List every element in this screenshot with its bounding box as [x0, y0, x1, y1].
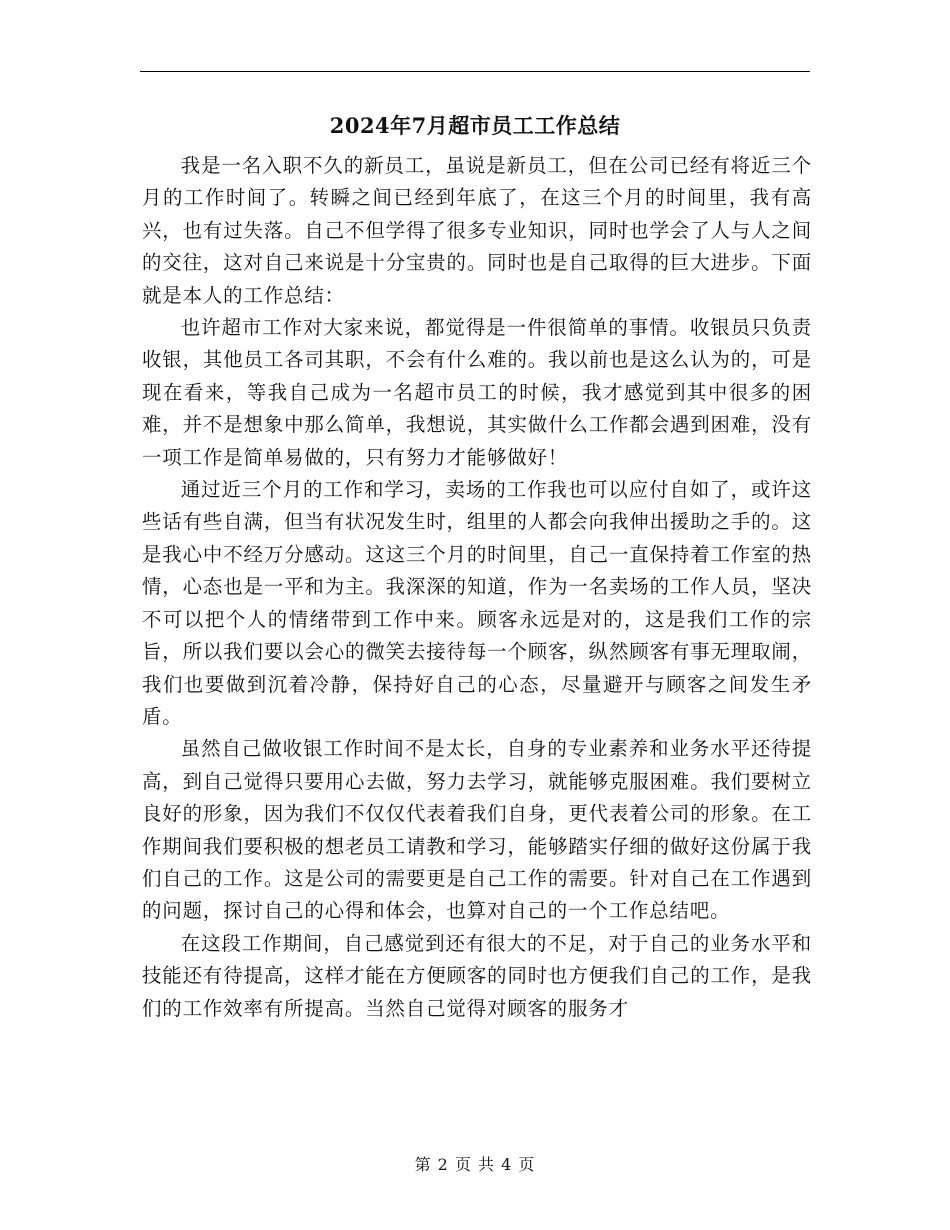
- paragraph-1: 我是一名入职不久的新员工，虽说是新员工，但在公司已经有将近三个月的工作时间了。转瞬之间已经到年底了，在这三个月的时间里，我有高兴，也有过失落。自己不但学得了很多专业知识，同时也学会了人与人之间的交往，这对自己来说是十分宝贵的。同时也是自己取得的巨大进步。下面就是本人的工作总结：: [142, 154, 812, 307]
- header-rule: [140, 71, 810, 72]
- paragraph-5: 在这段工作期间，自己感觉到还有很大的不足，对于自己的业务水平和技能还有待提高，这样才能在方便顾客的同时也方便我们自己的工作，是我们的工作效率有所提高。当然自己觉得对顾客的服务才: [142, 931, 812, 1020]
- document-title: 2024年7月超市员工工作总结: [329, 113, 621, 138]
- paragraph-2: 也许超市工作对大家来说，都觉得是一件很简单的事情。收银员只负责收银，其他员工各司其职，不会有什么难的。我以前也是这么认为的，可是现在看来，等我自己成为一名超市员工的时候，我才感觉到其中很多的困难，并不是想象中那么简单，我想说，其实做什么工作都会遇到困难，没有一项工作是简单易做的，只有努力才能够做好！: [142, 316, 812, 469]
- paragraph-4: 虽然自己做收银工作时间不是太长，自身的专业素养和业务水平还待提高，到自己觉得只要用心去做，努力去学习，就能够克服困难。我们要树立良好的形象，因为我们不仅仅代表着我们自身，更代表着公司的形象。在工作期间我们要积极的想老员工请教和学习，能够踏实仔细的做好这份属于我们自己的工作。这是公司的需要更是自己工作的需要。针对自己在工作遇到的问题，探讨自己的心得和体会，也算对自己的一个工作总结吧。: [142, 737, 812, 923]
- paragraph-3: 通过近三个月的工作和学习，卖场的工作我也可以应付自如了，或许这些话有些自满，但当有状况发生时，组里的人都会向我伸出援助之手的。这是我心中不经万分感动。这这三个月的时间里，自己一直保持着工作室的热情，心态也是一平和为主。我深深的知道，作为一名卖场的工作人员，坚决不可以把个人的情绪带到工作中来。顾客永远是对的，这是我们工作的宗旨，所以我们要以会心的微笑去接待每一个顾客，纵然顾客有事无理取闹，我们也要做到沉着冷静，保持好自己的心态，尽量避开与顾客之间发生矛盾。: [142, 478, 812, 728]
- page-number-footer: 第 2 页 共 4 页: [414, 1155, 536, 1174]
- document-body: [142, 150, 812, 1025]
